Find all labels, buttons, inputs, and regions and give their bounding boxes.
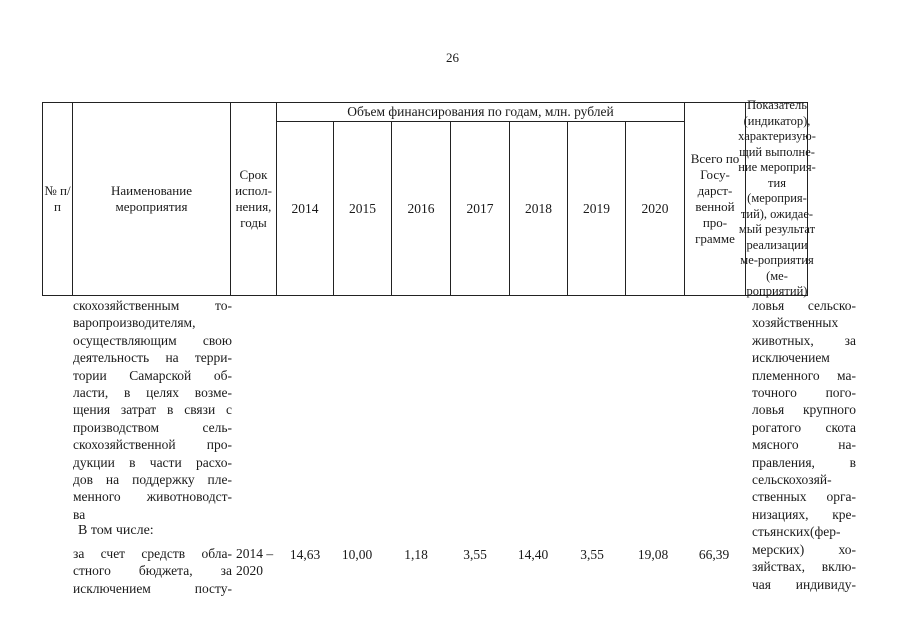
indicator-line: хозяйственных — [752, 315, 839, 331]
indicator-continuation — [752, 297, 856, 593]
name-line: осуществляющим свою — [73, 332, 232, 348]
indicator-line: животных, за — [752, 332, 856, 348]
name-line: скохозяйственным то- — [73, 298, 232, 313]
indicator-line: зяйствах, вклю- — [752, 559, 856, 575]
name-line: менного животноводст- — [73, 489, 232, 505]
row-name-line: за счет средств обла- — [73, 546, 232, 561]
indicator-line: низациях, кре- — [752, 506, 856, 522]
value-2015: 10,00 — [341, 547, 373, 562]
measure-name-continuation — [73, 297, 232, 523]
page-number: 26 — [446, 50, 459, 65]
header-year-2019: 2019 — [583, 200, 610, 216]
row-name-line: стного бюджета, за — [73, 563, 232, 579]
indicator-line: рогатого скота — [752, 419, 856, 435]
name-line: щения затрат в связи с — [73, 402, 232, 418]
indicator-line: стьянских(фер- — [752, 524, 841, 540]
indicator-line: сельскохозяй- — [752, 472, 832, 488]
header-col-term: Срок испол-нения, годы — [235, 167, 272, 230]
name-line: тории Самарской об- — [73, 367, 232, 383]
subheading: В том числе: — [78, 523, 154, 538]
header-year-2016: 2016 — [407, 200, 435, 216]
name-line: деятельность на терри- — [73, 350, 232, 366]
value-2017: 3,55 — [463, 547, 487, 562]
indicator-line: мерских) хо- — [752, 541, 856, 557]
table-header — [42, 98, 816, 299]
row-name — [73, 545, 232, 597]
indicator-line: ловья крупного — [752, 402, 856, 418]
header-year-2018: 2018 — [525, 200, 552, 216]
header-year-2015: 2015 — [349, 200, 376, 216]
name-line: дукции в части расхо- — [73, 454, 232, 470]
value-2014: 14,63 — [289, 547, 321, 562]
header-year-2014: 2014 — [291, 200, 319, 216]
value-2020: 19,08 — [637, 547, 669, 562]
name-line: производством сель- — [73, 419, 232, 435]
value-2018: 14,40 — [517, 547, 549, 562]
name-line: ва — [73, 506, 86, 522]
row-term-line: 2020 — [236, 563, 263, 579]
indicator-line: ственных орга- — [752, 489, 856, 505]
header-year-2017: 2017 — [466, 200, 494, 216]
header-year-2020: 2020 — [641, 200, 669, 216]
indicator-line: точного пого- — [752, 385, 856, 401]
indicator-line: племенного ма- — [752, 367, 856, 383]
name-line: дов на поддержку пле- — [73, 472, 232, 488]
row-term-line: 2014 – — [236, 546, 274, 561]
indicator-line: мясного на- — [752, 437, 856, 453]
name-line: скохозяйственной про- — [73, 437, 232, 453]
value-2016: 1,18 — [404, 547, 428, 562]
indicator-line: исключением — [752, 350, 830, 366]
header-col-indicator: Показатель (индикатор), характеризую-щий выполне-ние мероприя-тия (мероприя-тий), ожидае-мый результат реализации ме-роприятия (ме-роприятий) — [738, 98, 816, 299]
header-col-no: № п/п — [44, 183, 71, 214]
name-line: варопроизводителям, — [73, 315, 196, 331]
indicator-line: чая индивиду- — [752, 576, 856, 592]
row-term — [236, 545, 278, 580]
header-funding-group: Объем финансирования по годам, млн. рублей — [347, 104, 614, 119]
value-2019: 3,55 — [580, 547, 604, 562]
name-line: ласти, в целях возме- — [73, 385, 232, 401]
header-col-total: Всего по Госу-дарст-венной про-грамме — [690, 151, 740, 246]
value-total: 66,39 — [698, 547, 730, 562]
row-name-line: исключением посту- — [73, 580, 232, 596]
header-col-name: Наименование мероприятия — [111, 183, 192, 214]
indicator-line: правления, в — [752, 454, 856, 470]
indicator-line: ловья сельско- — [752, 298, 856, 313]
